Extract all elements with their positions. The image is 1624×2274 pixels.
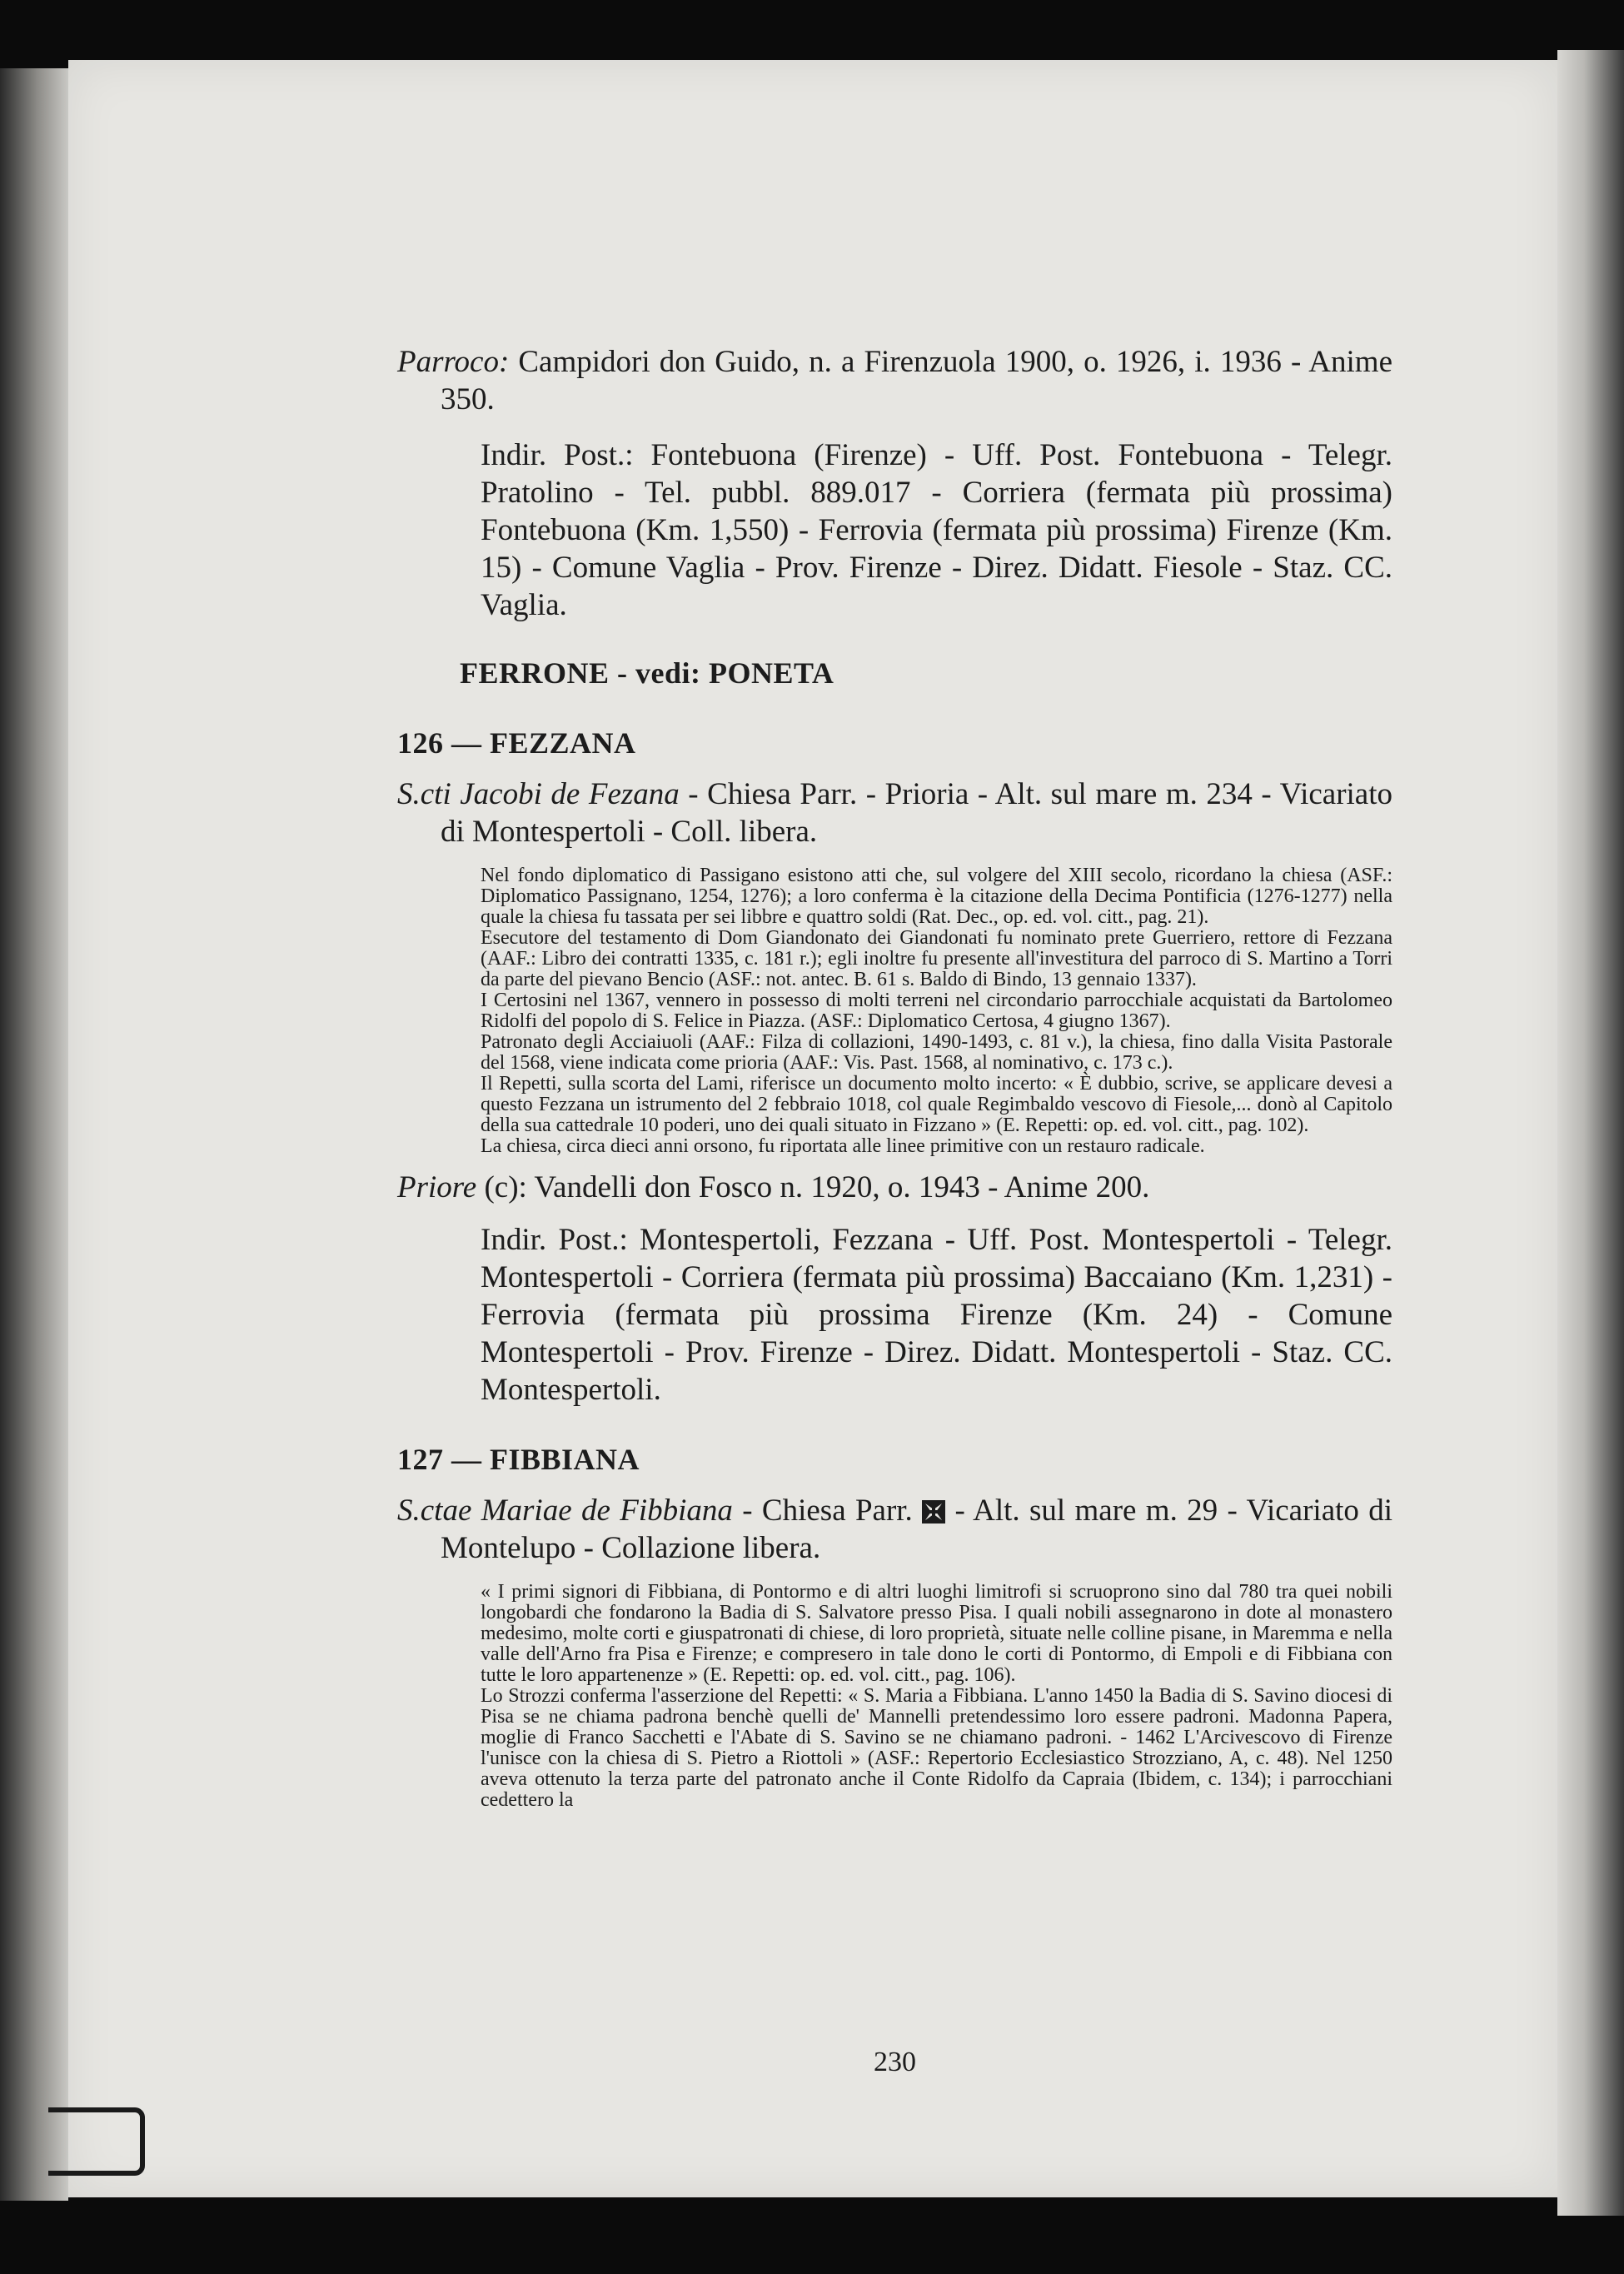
entry-127-title-mid: - Chiesa Parr.: [742, 1494, 913, 1528]
maltese-cross-icon: [922, 1500, 945, 1523]
page-content: [397, 343, 1393, 2077]
priore-text: (c): Vandelli don Fosco n. 1920, o. 1943 - Anime 200.: [484, 1170, 1150, 1204]
entry-126-title: [397, 775, 1392, 850]
entry-127-title-rest: - Alt. sul mare m. 29 - Vicariato di Montelupo - Collazione libera.: [441, 1494, 1393, 1565]
entry-126-heading: 126 — FEZZANA: [397, 726, 636, 760]
parroco-address: Indir. Post.: Fontebuona (Firenze) - Uff. Post. Fontebuona - Telegr. Pratolino - Tel. pubbl. 889.017 - Corriera (fermata più prossima) Fontebuona (Km. 1,550) - Ferrovia (fermata più prossima) Firenze (Km. 15) - Comune Vaglia - Prov. Firenze - Direz. Didatt. Fiesole - Staz. CC. Vaglia.: [481, 438, 1392, 622]
entry-127-title-latin: S.ctae Mariae de Fibbiana: [397, 1494, 733, 1528]
priore-line: [397, 1169, 1392, 1206]
parroco-line: [397, 343, 1392, 418]
cross-reference: FERRONE - vedi: PONETA: [460, 656, 834, 690]
entry-126-title-rest: - Chiesa Parr. - Prioria - Alt. sul mare m. 234 - Vicariato di Montespertoli - Coll. libera.: [441, 777, 1392, 849]
book-page: [68, 60, 1557, 2197]
entry-126-title-latin: S.cti Jacobi de Fezana: [397, 777, 680, 811]
right-page-edge: [1557, 50, 1624, 2216]
entry-126-note: I Certosini nel 1367, vennero in possesso di molti terreni nel circondario parrocchiale acquistati da Bartolomeo Ridolfi del popolo di S. Felice in Piazza. (ASF.: Diplomatico Certosa, 4 giugno 1367).: [481, 990, 1392, 1032]
entry-127-note: « I primi signori di Fibbiana, di Pontormo e di altri luoghi limitrofi si scruoprono sino dal 780 tra quei nobili longobardi che fondarono la Badia di S. Salvatore presso Pisa. I quali nobili assegnarono in dote al monastero medesimo, molte corti e giuspatronati di chiese, di loro proprietà, situate nelle colline pisane, in Maremma e nella valle dell'Arno fra Pisa e Firenze; e compresero in tale dono le corti di Pontormo, di Empoli e di Fibbiana con tutte le loro appartenenze » (E. Repetti: op. ed. vol. citt., pag. 106).: [481, 1581, 1392, 1686]
entry-126-note: Il Repetti, sulla scorta del Lami, riferisce un documento molto incerto: « È dubbio, scrive, se applicare devesi a questo Fezzana un istrumento del 2 febbraio 1018, col quale Regimbaldo vescovo di Fiesole,... donò al Capitolo della sua cattedrale 10 poderi, uno dei quali situato in Fizzano » (E. Repetti: op. ed. vol. citt., pag. 102).: [481, 1073, 1392, 1136]
entry-126-address: Indir. Post.: Montespertoli, Fezzana - Uff. Post. Montespertoli - Telegr. Montespertoli - Corriera (fermata più prossima) Baccaiano (Km. 1,231) - Ferrovia (fermata più prossima Firenze (Km. 24) - Comune Montespertoli - Prov. Firenze - Direz. Didatt. Montespertoli - Staz. CC. Montespertoli.: [481, 1223, 1392, 1407]
entry-126-note: Nel fondo diplomatico di Passigano esistono atti che, sul volgere del XIII secolo, ricordano la chiesa (ASF.: Diplomatico Passignano, 1254, 1276); a loro conferma è la citazione della Decima Pontificia (1276-1277) nella quale la chiesa fu tassata per sei libbre e quattro soldi (Rat. Dec., op. ed. vol. citt., pag. 21).: [481, 865, 1392, 928]
entry-127-note: Lo Strozzi conferma l'asserzione del Repetti: « S. Maria a Fibbiana. L'anno 1450 la Badia di S. Savino diocesi di Pisa se ne chiama padrona benchè quelli de' Mannelli pretendessimo loro essere padroni. Madonna Papera, moglie di Franco Sacchetti e l'Abate di S. Savino se ne chiamano padroni. - 1462 L'Arcivescovo di Firenze l'unisce con la chiesa di S. Pietro a Riottoli » (ASF.: Repertorio Ecclesiastico Strozziano, A, c. 48). Nel 1250 aveva ottenuto la terza parte del patronato anche il Conte Ridolfo da Capraia (Ibidem, c. 134); i parrocchiani cedettero la: [481, 1685, 1392, 1811]
entry-127-notes: [397, 1582, 1392, 1811]
parroco-role: Parroco:: [397, 345, 510, 379]
page-number: 230: [874, 2047, 916, 2077]
binder-clip: [48, 2107, 145, 2176]
entry-126-note: Patronato degli Acciaiuoli (AAF.: Filza di collazioni, 1490-1493, c. 81 v.), la chiesa, fino dalla Visita Pastorale del 1568, viene indicata come prioria (AAF.: Vis. Past. 1568, al nominativo, c. 173 c.).: [481, 1031, 1392, 1074]
left-page-edge: [0, 68, 68, 2201]
priore-role: Priore: [397, 1170, 477, 1204]
entry-126-note: La chiesa, circa dieci anni orsono, fu riportata alle linee primitive con un restauro radicale.: [481, 1135, 1205, 1157]
parroco-text: Campidori don Guido, n. a Firenzuola 1900, o. 1926, i. 1936 - Anime 350.: [441, 345, 1393, 416]
entry-127-title: [397, 1492, 1392, 1567]
entry-126-note: Esecutore del testamento di Dom Giandonato dei Giandonati fu nominato prete Guerriero, rettore di Fezzana (AAF.: Libro dei contratti 1335, c. 181 r.); egli inoltre fu presente all'investitura del parroco di S. Martino a Torri da parte del pievano Bencio (ASF.: not. antec. B. 61 s. Baldo di Bindo, 13 gennaio 1337).: [481, 927, 1392, 990]
entry-127-heading: 127 — FIBBIANA: [397, 1443, 640, 1476]
entry-126-notes: [397, 865, 1392, 1157]
